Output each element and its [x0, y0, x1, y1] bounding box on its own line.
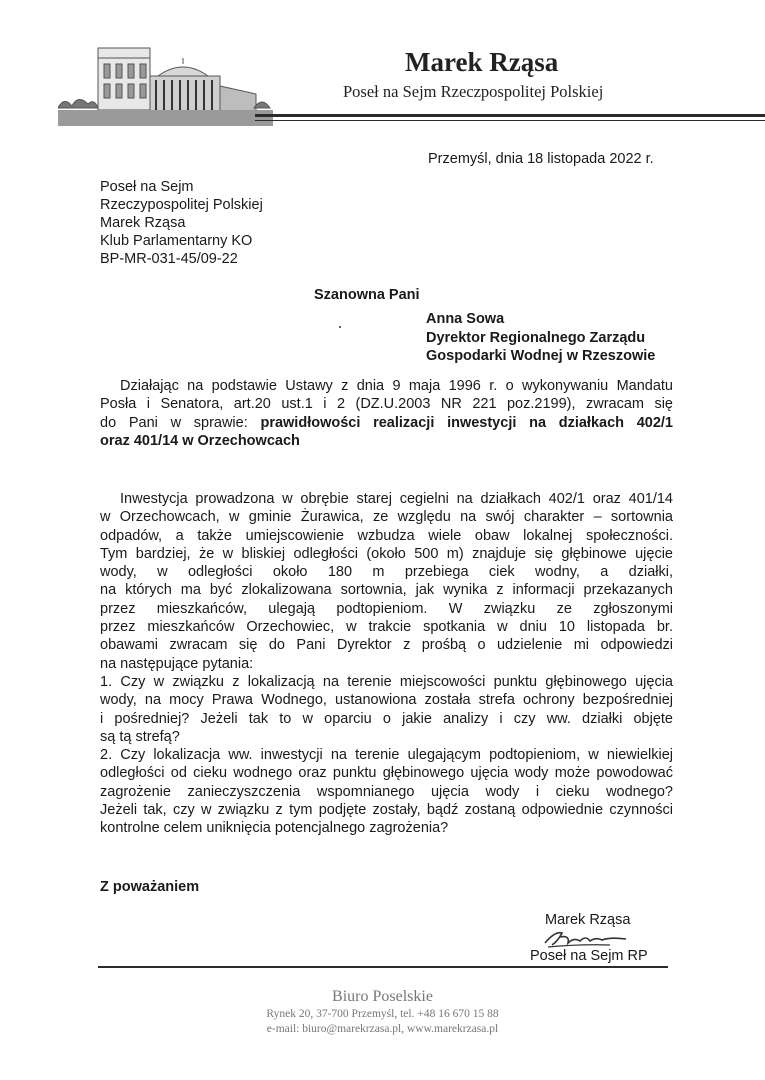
- footer-contact: e-mail: biuro@marekrzasa.pl, www.marekrzasa.pl: [266, 1023, 499, 1035]
- text-line: Tym bardziej, że w bliskiej odległości (około 500 m) znajduje się głębinowe ujęcie: [100, 545, 673, 562]
- signatory-name: Marek Rząsa: [545, 912, 631, 928]
- question-1-line: 1. Czy w związku z lokalizacją na terenie miejscowości punktu głębinowego ujęcia: [100, 673, 673, 690]
- text-line: w Orzechowcach, w gminie Żurawica, ze względu na swój charakter – sortownia: [100, 509, 673, 526]
- paragraph-intro: [100, 377, 673, 450]
- footer-title: Biuro Poselskie: [332, 988, 433, 1005]
- question-2-line: Jeżeli tak, czy w związku z tym podjęte zostały, bądź zostaną odpowiednie czynności: [100, 802, 673, 819]
- recipient-name: Anna Sowa: [426, 311, 505, 327]
- text-line: Inwestycja prowadzona w obrębie starej cegielni na działkach 402/1 oraz 401/14: [120, 491, 673, 507]
- recipient-title: Gospodarki Wodnej w Rzeszowie: [426, 348, 656, 364]
- text-line: Działając na podstawie Ustawy z dnia 9 maja 1996 r. o wykonywaniu Mandatu: [120, 378, 673, 394]
- question-2-line: 2. Czy lokalizacja ww. inwestycji na terenie ulegającym podtopieniom, w niewielkiej: [100, 747, 673, 764]
- sender-line: Klub Parlamentarny KO: [100, 233, 253, 249]
- sender-block: [100, 178, 263, 268]
- question-2-line: kontrolne celem uniknięcia potencjalnego zagrożenia?: [100, 820, 449, 837]
- question-1-line: wody, na mocy Prawa Wodnego, ustanowiona została strefa ochrony bezpośredniej: [100, 692, 673, 709]
- text-line: na których ma być zlokalizowana sortownia, jak wynika z informacji przekazanych: [100, 582, 673, 599]
- salutation: Szanowna Pani: [314, 287, 420, 303]
- text-line: przez mieszkańców, ulegają podtopieniom. W związku ze zgłoszonymi: [100, 600, 673, 617]
- header-rule-thin: [255, 120, 765, 121]
- subject-bold: prawidłowości realizacji inwestycji na działkach 402/1: [260, 414, 673, 431]
- question-1-line: i pośredniej? Jeżeli tak to w oparciu o jakie analizy i czy ww. działki objęte: [100, 710, 673, 727]
- text-line: obawami zwracam się do Pani Dyrektor z prośbą o udzielenie mi odpowiedzi: [100, 637, 673, 654]
- closing: Z poważaniem: [100, 879, 200, 895]
- subject-bold: oraz 401/14 w Orzechowcach: [100, 432, 300, 449]
- text-line: przez mieszkańców Orzechowiec, w trakcie spotkania w dniu 10 listopada br.: [100, 619, 673, 636]
- sender-line: Rzeczypospolitej Polskiej: [100, 197, 263, 213]
- recipient-title: Dyrektor Regionalnego Zarządu: [426, 329, 646, 346]
- signatory-title: Poseł na Sejm RP: [530, 948, 648, 964]
- text-line: odpadów, a także umiejscowienie wzbudza wiele obaw lokalnej społeczności.: [100, 527, 673, 544]
- text-line: Posła i Senatora, art.20 ust.1 i 2 (DZ.U.2003 NR 221 poz.2199), zwracam się: [100, 396, 673, 413]
- header-rule: [255, 114, 765, 117]
- footer-address: Rynek 20, 37-700 Przemyśl, tel. +48 16 670 15 88: [266, 1008, 499, 1020]
- question-2-line: zagrożenie zanieczyszczenia wspomnianego ujęcia wody i cieku wodnego?: [100, 783, 673, 800]
- sejm-building-illustration: [58, 36, 273, 126]
- paragraph-main: [100, 490, 673, 838]
- scan-speck: [339, 326, 341, 328]
- date-line: Przemyśl, dnia 18 listopada 2022 r.: [428, 151, 654, 167]
- text-line: na następujące pytania:: [100, 655, 254, 672]
- text-line: [100, 414, 673, 432]
- letterhead-subtitle: Poseł na Sejm Rzeczpospolitej Polskiej: [343, 82, 604, 101]
- text-fragment: do Pani w sprawie:: [100, 414, 261, 431]
- letterhead-name: Marek Rząsa: [405, 47, 559, 77]
- recipient-block: [426, 310, 655, 366]
- question-2-line: odległości od cieku wodnego oraz punktu głębinowego ujęcia wody może powodować: [100, 765, 673, 782]
- text-line: [100, 432, 673, 450]
- sender-line: Marek Rząsa: [100, 215, 186, 231]
- text-line: wody, w odległości około 180 m przebiega ciek wodny, a działki,: [100, 564, 673, 581]
- footer-rule: [98, 966, 668, 968]
- question-1-line: są tą strefą?: [100, 728, 180, 745]
- sender-line: Poseł na Sejm: [100, 179, 194, 195]
- sender-reference: BP-MR-031-45/09-22: [100, 251, 238, 267]
